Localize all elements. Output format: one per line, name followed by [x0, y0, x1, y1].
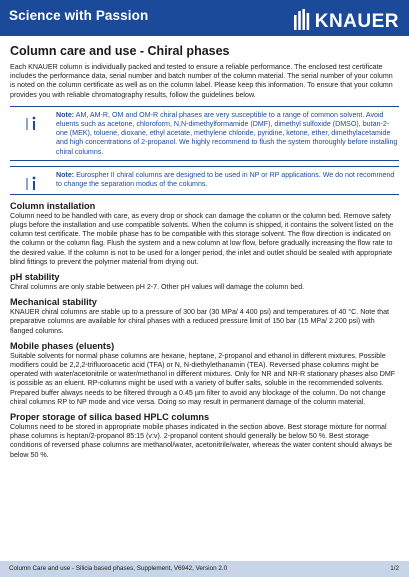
info-icon — [26, 115, 40, 131]
section-text: KNAUER chiral columns are stable up to a pressure of 300 bar (30 MPa/ 4 400 psi) and temperatures of 40 °C. Note that preparative columns are available for chiral phases with a reduced pressure limit of 150 bar (15 MPa/ 2 200 psi) with flanged columns. — [10, 308, 389, 335]
knauer-logo — [293, 5, 399, 31]
section-heading: pH stability — [10, 272, 60, 283]
page-number: 1/2 — [390, 565, 399, 572]
note-text — [56, 111, 399, 157]
tagline: Science with Passion — [9, 8, 149, 23]
section-text: Chiral columns are only stable between pH 2-7. Other pH values will damage the column bed. — [10, 283, 305, 292]
note-label: Note: — [56, 170, 75, 179]
note-content: AM, AM-R, OM and OM-R chiral phases are very susceptible to a range of common solvent. Avoid eluents such as acetone, chloroform, N,N-dimethylformamide (DMF), dimethyl sulfoxide (DMSO), butan-2-one (MEK), toluene, dioxane, ethyl acetate, methylene chloride, pyridine, ketone, ether, dimethylacetamide and high concentrations of 2-propanol. We highly recommend to flush the system thoroughly before installing chiral columns. — [56, 110, 398, 156]
page-title: Column care and use - Chiral phases — [10, 44, 230, 58]
page-footer — [0, 561, 409, 577]
page-header — [0, 0, 409, 36]
section-column-installation — [10, 201, 399, 267]
section-heading: Column installation — [10, 200, 96, 211]
note-box — [10, 166, 399, 191]
knauer-logo-mark-icon — [293, 9, 311, 31]
note-text — [56, 171, 399, 189]
logo-text: KNAUER — [314, 11, 399, 32]
section-text: Column need to be handled with care, as every drop or shock can damage the column or the column bed. Remove safety plugs before the installation and use compatible solvents. When the column is shipped, it contains the solvent listed on the column test certificate. The mobile phase has to be compatible with this storage solvent. The flow direction is indicated on the column or the column flag. Flush the system and a new column at low flow, before gradually increasing the flow rate to the desired value. If the column is not to be used for a longer period, the inlet and outlet should be sealed with appropriate blind fittings to prevent the polymer material from drying out. — [10, 211, 394, 266]
section-ph-stability — [10, 272, 399, 292]
section-storage — [10, 412, 399, 460]
info-icon — [26, 175, 40, 191]
document-body — [10, 44, 399, 460]
intro-paragraph: Each KNAUER column is individually packed and tested to ensure a reliable performance. The enclosed test certificate includes the performance data, serial number and batch number of the column material. The serial number of your column is noted on the column certificate as well as on the column label. Please keep this information. To ensure that your column provides you with reliable chromatography results, follow the guidelines below. — [10, 63, 393, 99]
section-text: Suitable solvents for normal phase columns are hexane, heptane, 2-propanol and ethanol in different mixtures. Possible modifiers could be 2,2,2-trifluoroacetic acid (TFA) or N, N-diethylethanamin (TEA). Reversed phase columns might be operated with water/acetonitrile or water/methanol in different mixtures. Only for NR and NR-R stationary phases also DMF is possible as an eluent. RP-columns might be used with a variety of buffer salts, soluble in the recommended solvents. Prepared buffer always needs to be filtered through a 0.45 µm filter to avoid any blockage of the column. Do not change chiral columns RP to NP mode and vice versa. Doing so may result in permanent damage of the column material. — [10, 351, 396, 406]
section-heading: Mechanical stability — [10, 297, 97, 308]
section-mechanical-stability — [10, 297, 399, 336]
section-text: Columns need to be stored in appropriate mobile phases indicated in the section above. Best storage mixture for normal phase columns is heptan/2-propanol 85:15 (v:v). 2-propanol content should generally be below 50 %. Best storage conditions of reversed phase columns are methanol/water, acetonitrile/water, whereas the water content should always be below 50 %. — [10, 423, 393, 459]
note-content: Eurospher II chiral columns are designed to be used in NP or RP applications. We do not recommend to change the separation modus of the columns. — [56, 170, 395, 189]
section-heading: Proper storage of silica based HPLC columns — [10, 412, 210, 423]
note-box — [10, 106, 399, 157]
section-mobile-phases — [10, 341, 399, 407]
note-label: Note: — [56, 110, 75, 119]
section-heading: Mobile phases (eluents) — [10, 340, 115, 351]
footer-document-info: Column Care and use - Silicia based phases, Supplement, V6942, Version 2.0 — [9, 565, 228, 572]
